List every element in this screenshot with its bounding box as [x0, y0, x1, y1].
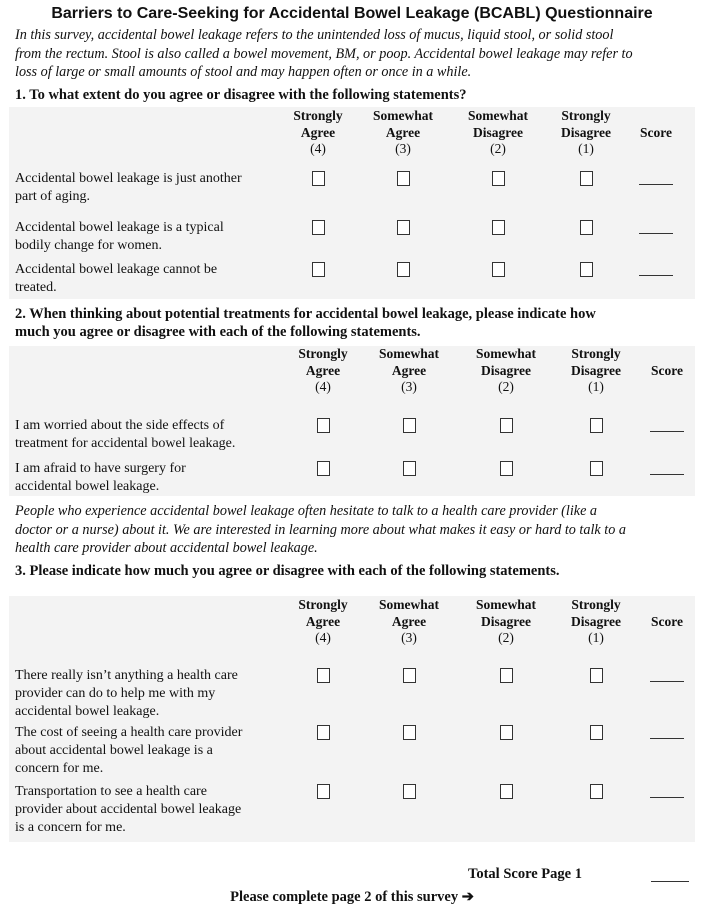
statement-line: part of aging.: [15, 189, 91, 204]
intro-line: loss of large or small amounts of stool and may happen often or once in a while.: [15, 64, 472, 80]
column-header-line: Strongly: [561, 108, 611, 123]
checkbox-strongly-agree[interactable]: [317, 418, 330, 433]
checkbox-somewhat-agree[interactable]: [403, 668, 416, 683]
statement-line: I am afraid to have surgery for: [15, 461, 186, 476]
column-header-line: (2): [498, 379, 514, 394]
statement-text: [15, 170, 285, 206]
score-field[interactable]: [639, 184, 673, 185]
column-header-line: Strongly: [298, 597, 348, 612]
statement-line: Transportation to see a health care: [15, 784, 207, 799]
q2-prompt: [15, 305, 695, 341]
score-field[interactable]: [650, 431, 684, 432]
checkbox-somewhat-disagree[interactable]: [492, 220, 505, 235]
column-header-line: Agree: [305, 613, 341, 629]
column-header-line: Somewhat: [379, 597, 439, 612]
statement-line: provider can do to help me with my: [15, 686, 216, 701]
middle-line: health care provider about accidental bowel leakage.: [15, 540, 318, 556]
column-header-line: Disagree: [571, 362, 621, 378]
checkbox-strongly-agree[interactable]: [317, 784, 330, 799]
statement-line: The cost of seeing a health care provider: [15, 725, 243, 740]
statement-text: [15, 417, 285, 453]
checkbox-somewhat-disagree[interactable]: [500, 784, 513, 799]
column-header-somewhat-disagree: [448, 108, 548, 158]
column-header-line: Disagree: [481, 362, 531, 378]
column-header-line: Disagree: [481, 613, 531, 629]
statement-line: concern for me.: [15, 761, 104, 776]
column-header-score: Score: [651, 363, 683, 378]
column-header-line: (4): [315, 630, 331, 645]
checkbox-strongly-agree[interactable]: [317, 461, 330, 476]
checkbox-strongly-disagree[interactable]: [580, 171, 593, 186]
statement-line: provider about accidental bowel leakage: [15, 802, 242, 817]
column-header-line: Agree: [305, 362, 341, 378]
next-page-note: Please complete page 2 of this survey ➔: [230, 889, 474, 905]
middle-text: [15, 502, 695, 558]
column-header-somewhat-agree: [359, 597, 459, 647]
column-header-somewhat-agree: [359, 346, 459, 396]
checkbox-strongly-agree[interactable]: [317, 668, 330, 683]
checkbox-strongly-agree[interactable]: [312, 171, 325, 186]
checkbox-somewhat-agree[interactable]: [403, 461, 416, 476]
statement-line: accidental bowel leakage.: [15, 704, 160, 719]
statement-line: Accidental bowel leakage is just another: [15, 171, 242, 186]
column-header-somewhat-disagree: [456, 597, 556, 647]
checkbox-strongly-disagree[interactable]: [590, 461, 603, 476]
checkbox-strongly-disagree[interactable]: [590, 418, 603, 433]
column-header-line: (2): [498, 630, 514, 645]
column-header-line: Disagree: [561, 124, 611, 140]
statement-line: about accidental bowel leakage is a: [15, 743, 213, 758]
statement-line: treatment for accidental bowel leakage.: [15, 436, 236, 451]
column-header-strongly-agree: [273, 346, 373, 396]
checkbox-somewhat-agree[interactable]: [403, 725, 416, 740]
total-score-field[interactable]: [651, 881, 689, 882]
checkbox-somewhat-agree[interactable]: [397, 220, 410, 235]
intro-text: [15, 26, 695, 82]
checkbox-somewhat-agree[interactable]: [397, 262, 410, 277]
column-header-line: (3): [401, 379, 417, 394]
score-field[interactable]: [650, 474, 684, 475]
column-header-score: Score: [651, 614, 683, 629]
column-header-line: Disagree: [473, 124, 523, 140]
statement-text: [15, 667, 285, 721]
score-field[interactable]: [639, 233, 673, 234]
checkbox-strongly-disagree[interactable]: [590, 725, 603, 740]
intro-line: In this survey, accidental bowel leakage refers to the unintended loss of mucus, liquid stool, or solid stool: [15, 27, 614, 43]
checkbox-somewhat-agree[interactable]: [403, 784, 416, 799]
column-header-line: Somewhat: [373, 108, 433, 123]
score-field[interactable]: [650, 681, 684, 682]
checkbox-strongly-disagree[interactable]: [590, 784, 603, 799]
score-field[interactable]: [639, 275, 673, 276]
column-header-line: Agree: [391, 362, 427, 378]
checkbox-somewhat-agree[interactable]: [403, 418, 416, 433]
checkbox-somewhat-disagree[interactable]: [492, 171, 505, 186]
checkbox-strongly-disagree[interactable]: [590, 668, 603, 683]
column-header-line: Disagree: [571, 613, 621, 629]
column-header-line: Strongly: [293, 108, 343, 123]
column-header-strongly-agree: [273, 597, 373, 647]
column-header-line: (2): [490, 141, 506, 156]
column-header-score: Score: [640, 125, 672, 140]
column-header-line: (1): [578, 141, 594, 156]
column-header-line: (1): [588, 630, 604, 645]
column-header-strongly-disagree: [546, 346, 646, 396]
q2-prompt-line: 2. When thinking about potential treatments for accidental bowel leakage, please indicate how: [15, 306, 596, 322]
column-header-line: Somewhat: [379, 346, 439, 361]
column-header-line: Agree: [385, 124, 421, 140]
checkbox-strongly-agree[interactable]: [317, 725, 330, 740]
column-header-line: Somewhat: [476, 597, 536, 612]
intro-line: from the rectum. Stool is also called a bowel movement, BM, or poop. Accidental bowel leakage may refer to: [15, 45, 633, 62]
page-title: Barriers to Care-Seeking for Accidental Bowel Leakage (BCABL) Questionnaire: [51, 5, 653, 22]
q1-prompt: 1. To what extent do you agree or disagree with the following statements?: [15, 87, 467, 103]
checkbox-strongly-agree[interactable]: [312, 262, 325, 277]
statement-text: [15, 460, 285, 496]
statement-text: [15, 261, 285, 297]
column-header-somewhat-disagree: [456, 346, 556, 396]
column-header-line: Strongly: [571, 597, 621, 612]
statement-line: treated.: [15, 280, 57, 295]
statement-line: bodily change for women.: [15, 238, 162, 253]
statement-line: Accidental bowel leakage is a typical: [15, 220, 224, 235]
statement-line: is a concern for me.: [15, 820, 126, 835]
checkbox-somewhat-disagree[interactable]: [500, 418, 513, 433]
statement-line: Accidental bowel leakage cannot be: [15, 262, 218, 277]
column-header-line: Agree: [300, 124, 336, 140]
checkbox-somewhat-disagree[interactable]: [500, 725, 513, 740]
checkbox-strongly-disagree[interactable]: [580, 220, 593, 235]
statement-text: [15, 783, 285, 837]
column-header-line: Somewhat: [476, 346, 536, 361]
statement-text: [15, 724, 285, 778]
statement-text: [15, 219, 285, 255]
column-header-line: Strongly: [298, 346, 348, 361]
middle-line: doctor or a nurse) about it. We are interested in learning more about what makes it easy or hard to talk to a: [15, 521, 626, 538]
checkbox-somewhat-disagree[interactable]: [492, 262, 505, 277]
column-header-line: (4): [310, 141, 326, 156]
column-header-line: (3): [401, 630, 417, 645]
column-header-line: (1): [588, 379, 604, 394]
statement-line: accidental bowel leakage.: [15, 479, 160, 494]
score-field[interactable]: [650, 797, 684, 798]
score-field[interactable]: [650, 738, 684, 739]
checkbox-somewhat-disagree[interactable]: [500, 668, 513, 683]
q3-prompt: 3. Please indicate how much you agree or disagree with each of the following statements.: [15, 563, 560, 579]
column-header-line: Somewhat: [468, 108, 528, 123]
column-header-strongly-disagree: [536, 108, 636, 158]
column-header-line: (3): [395, 141, 411, 156]
total-score-label: Total Score Page 1: [468, 866, 582, 882]
q2-prompt-line: much you agree or disagree with each of the following statements.: [15, 324, 421, 340]
column-header-line: Agree: [391, 613, 427, 629]
checkbox-somewhat-disagree[interactable]: [500, 461, 513, 476]
column-header-line: Strongly: [571, 346, 621, 361]
statement-line: I am worried about the side effects of: [15, 418, 225, 433]
middle-line: People who experience accidental bowel leakage often hesitate to talk to a health care provider (like a: [15, 503, 598, 519]
column-header-somewhat-agree: [353, 108, 453, 158]
checkbox-strongly-agree[interactable]: [312, 220, 325, 235]
statement-line: There really isn’t anything a health care: [15, 668, 238, 683]
column-header-line: (4): [315, 379, 331, 394]
checkbox-strongly-disagree[interactable]: [580, 262, 593, 277]
column-header-strongly-disagree: [546, 597, 646, 647]
checkbox-somewhat-agree[interactable]: [397, 171, 410, 186]
